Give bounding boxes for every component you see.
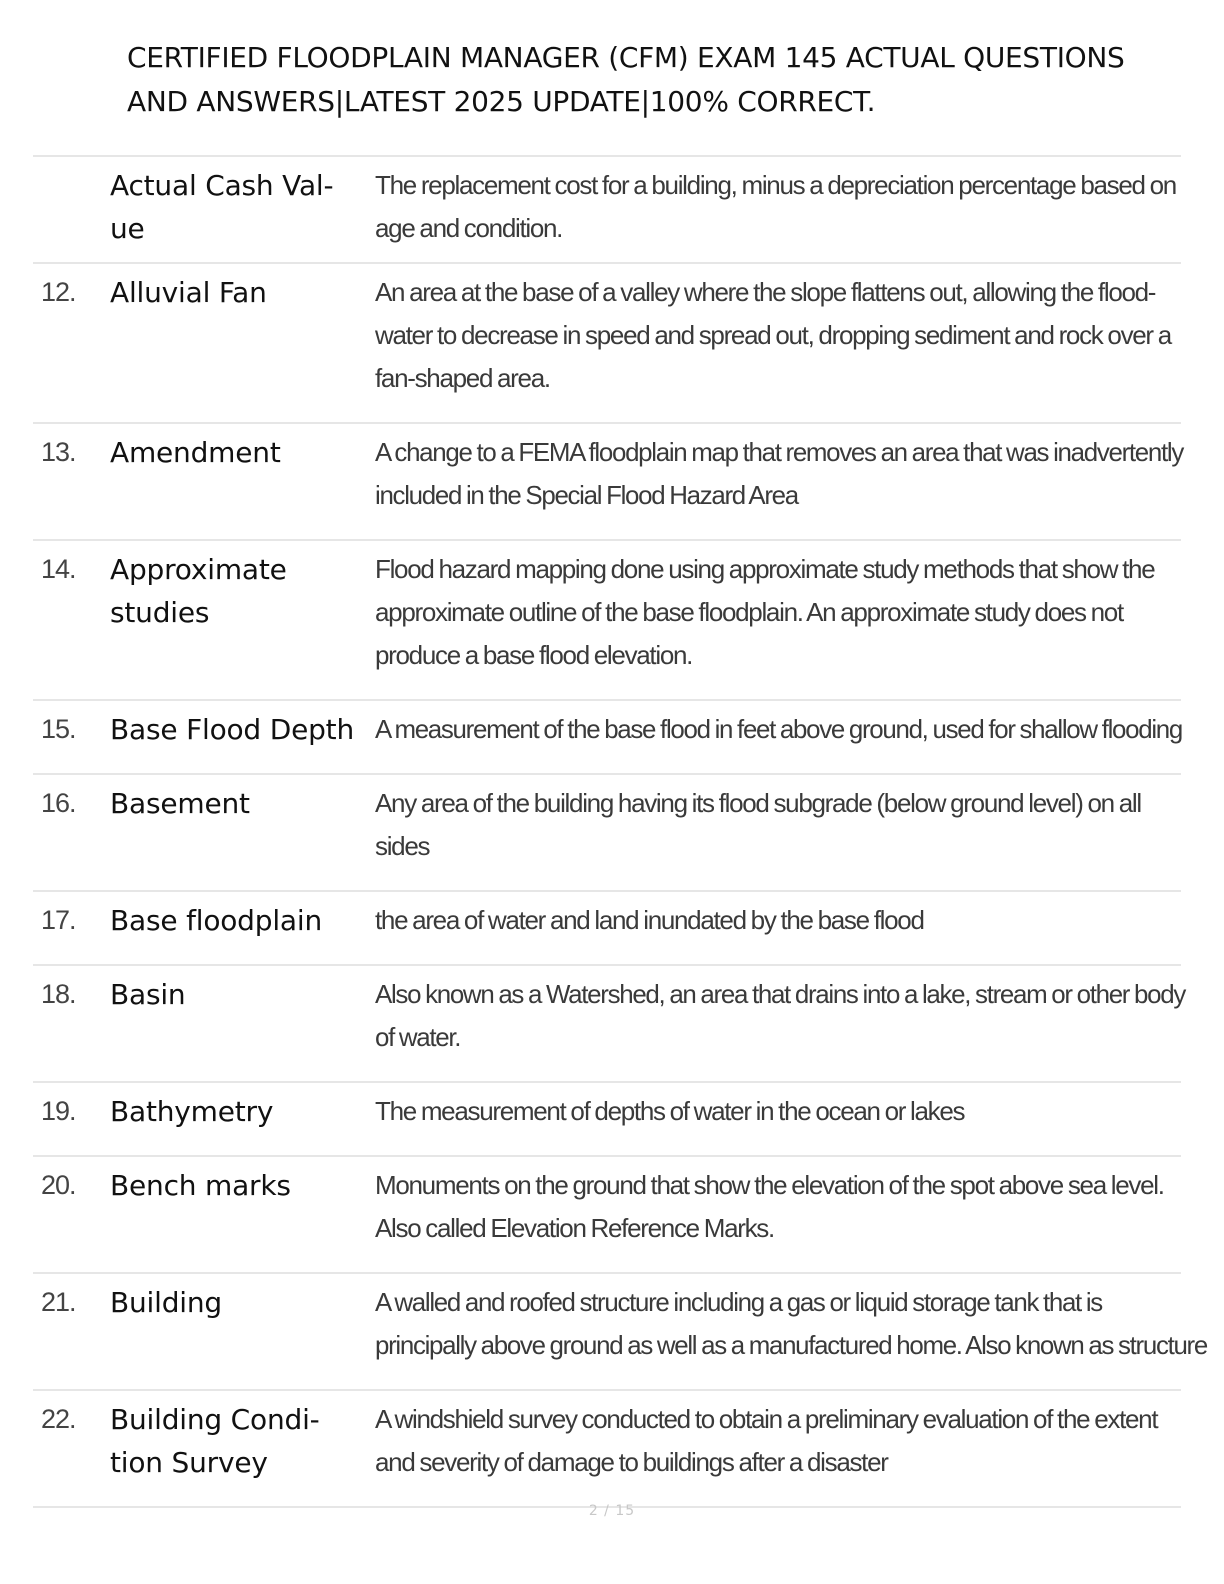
entry-term [110, 164, 375, 250]
page-title-line-2: AND ANSWERS|LATEST 2025 UPDATE|100% CORRECT. [127, 85, 876, 118]
entry-definition [375, 1164, 1181, 1250]
glossary-row [33, 1157, 1181, 1274]
entry-definition [375, 973, 1185, 1059]
entry-number: 22. [41, 1404, 76, 1434]
glossary-row [33, 1391, 1181, 1508]
entry-number: 16. [41, 788, 76, 818]
entry-term-line: Building [110, 1286, 222, 1319]
entry-definition [375, 431, 1183, 517]
entry-definition-line: Monuments on the ground that show the elevation of the spot above sea level. [375, 1170, 1164, 1200]
entry-definition-line: Also known as a Watershed, an area that drains into a lake, stream or other body [375, 979, 1185, 1009]
page-title [127, 36, 1217, 124]
entry-number: 15. [41, 714, 76, 744]
entry-definition-line: An area at the base of a valley where the slope flattens out, allowing the flood- [375, 277, 1156, 307]
entry-definition-line: A walled and roofed structure including a gas or liquid storage tank that is [375, 1287, 1102, 1317]
entry-number: 21. [41, 1287, 76, 1317]
glossary-row [33, 424, 1181, 541]
entry-term [110, 1090, 375, 1133]
entry-term [110, 1281, 375, 1324]
entry-definition-line: sides [375, 831, 430, 861]
glossary-row [33, 775, 1181, 892]
glossary-row [33, 541, 1181, 701]
entry-definition [375, 548, 1181, 677]
entry-definition-line: The replacement cost for a building, minus a depreciation percentage based on [375, 170, 1176, 200]
entry-term-line: Actual Cash Val- [110, 169, 334, 202]
entry-definition [375, 1090, 1181, 1133]
entry-term-line: Basin [110, 978, 186, 1011]
page-title-line-1: CERTIFIED FLOODPLAIN MANAGER (CFM) EXAM 145 ACTUAL QUESTIONS [127, 41, 1125, 74]
entry-definition [375, 1398, 1181, 1484]
entry-definition-line: the area of water and land inundated by the base flood [375, 905, 924, 935]
entry-number: 14. [41, 554, 76, 584]
entry-definition-line: Flood hazard mapping done using approximate study methods that show the [375, 554, 1155, 584]
entry-definition [375, 708, 1182, 751]
entry-term [110, 899, 375, 942]
glossary-row [33, 1274, 1207, 1391]
entry-number: 20. [41, 1170, 76, 1200]
entry-term-line: Bathymetry [110, 1095, 274, 1128]
entry-term [110, 973, 375, 1016]
entry-definition-line: The measurement of depths of water in the ocean or lakes [375, 1096, 965, 1126]
entry-definition-line: A windshield survey conducted to obtain a preliminary evaluation of the extent [375, 1404, 1158, 1434]
glossary-row [33, 157, 1181, 264]
entry-term [110, 782, 375, 825]
entry-definition-line: and severity of damage to buildings after a disaster [375, 1447, 888, 1477]
entry-definition-line: age and condition. [375, 213, 563, 243]
entry-number: 18. [41, 979, 76, 1009]
glossary-row [33, 1083, 1181, 1157]
glossary-row [33, 701, 1181, 775]
entry-definition [375, 782, 1181, 868]
entry-term [110, 1164, 375, 1207]
glossary-row [33, 892, 1181, 966]
entry-term-line: Building Condi- [110, 1403, 320, 1436]
page-number: 2 / 15 [588, 1503, 636, 1519]
entry-term-line: Basement [110, 787, 250, 820]
entry-definition [375, 271, 1181, 400]
entry-definition-line: water to decrease in speed and spread out, dropping sediment and rock over a [375, 320, 1171, 350]
entry-term-line: Base floodplain [110, 904, 322, 937]
entry-number: 12. [41, 277, 76, 307]
entry-term-line: Approximate [110, 553, 287, 586]
entry-definition [375, 1281, 1207, 1367]
entry-term-line: Alluvial Fan [110, 276, 267, 309]
entry-definition-line: fan-shaped area. [375, 363, 550, 393]
entry-definition-line: A change to a FEMA floodplain map that removes an area that was inadvertently [375, 437, 1183, 467]
entry-definition [375, 899, 1181, 942]
glossary-table [33, 157, 1207, 1508]
entry-definition-line: Also called Elevation Reference Marks. [375, 1213, 774, 1243]
entry-number: 17. [41, 905, 76, 935]
entry-definition [375, 164, 1181, 250]
entry-term [110, 271, 375, 314]
entry-term-line: tion Survey [110, 1446, 268, 1479]
entry-term-line: Base Flood Depth [110, 713, 354, 746]
entry-term-line: ue [110, 212, 145, 245]
entry-term [110, 708, 375, 751]
entry-term [110, 431, 375, 474]
entry-number: 13. [41, 437, 76, 467]
entry-term-line: studies [110, 596, 210, 629]
entry-definition-line: A measurement of the base flood in feet above ground, used for shallow flooding [375, 714, 1182, 744]
glossary-row [33, 264, 1181, 424]
entry-definition-line: Any area of the building having its flood subgrade (below ground level) on all [375, 788, 1141, 818]
entry-definition-line: included in the Special Flood Hazard Area [375, 480, 798, 510]
entry-term-line: Amendment [110, 436, 281, 469]
entry-number: 19. [41, 1096, 76, 1126]
entry-definition-line: produce a base flood elevation. [375, 640, 693, 670]
entry-term-line: Bench marks [110, 1169, 291, 1202]
entry-term [110, 548, 375, 634]
entry-term [110, 1398, 375, 1484]
entry-definition-line: of water. [375, 1022, 461, 1052]
glossary-row [33, 966, 1185, 1083]
entry-definition-line: principally above ground as well as a manufactured home. Also known as structure [375, 1330, 1207, 1360]
entry-definition-line: approximate outline of the base floodplain. An approximate study does not [375, 597, 1123, 627]
